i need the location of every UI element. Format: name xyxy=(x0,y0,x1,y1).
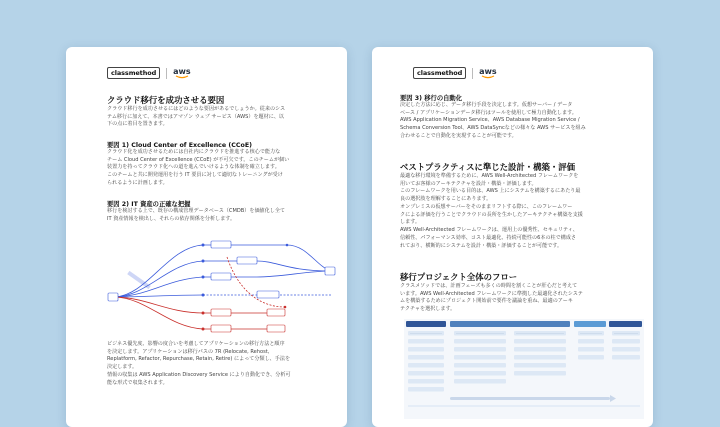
section-heading-ccoe: 要因 1) Cloud Center of Excellence (CCoE) xyxy=(107,142,252,149)
intro-paragraph: クラウド移行を成功させるにはどのような要因があるでしょうか。従来のシス テム移行に加えて、本書ではアマゾン ウェブ サービス（AWS）を題材に、以 下の点に着目を置きます。 xyxy=(107,106,286,128)
aws-logo: aws xyxy=(173,66,191,76)
section-heading-automation: 要因 3) 移行の自動化 xyxy=(400,95,463,102)
section-body-automation: 決定した方法に応じ、データ移行手段を決定します。仮想サーバー / データ ベース / アプリケーションデータ移行はツールを使用して極力自動化します。 AWS Application Migration Service、AWS Database Migration Service / Schema Conversion Tool、AWS DataSyncなどの様々な AWS サービスを組み 合わせることで自動化を実現することが可能です。 xyxy=(400,102,586,139)
brand-logos xyxy=(107,67,191,79)
project-flow-body: クラスメソッドでは、計画フェーズも多くの時間を割くことが肝心だと考えて います。AWS Well-Architected フレームワークに準拠した最適化されたシステ ムを構築するためにプロジェクト開始前で要件を議論を重ね、最適のアーキ テクチャを選択します。 xyxy=(400,283,583,313)
best-practice-title: ベストプラクティスに準じた設計・構築・評価 xyxy=(400,162,575,172)
document-page-right xyxy=(372,47,653,427)
aws-logo: aws xyxy=(479,66,497,76)
logo-divider xyxy=(166,68,167,79)
brand-logos xyxy=(413,67,497,79)
classmethod-logo: classmethod xyxy=(413,67,466,79)
section-body-it-assets: 移行を検討する上で、既存の構成管理データベース（CMDB）を価値化し全て IT 資産情報を検出し、それらの依存関係を分析します。 xyxy=(107,208,286,222)
project-flow-diagram xyxy=(404,319,644,419)
page-title: クラウド移行を成功させる要因 xyxy=(107,95,225,105)
section-body-7r: ビジネス優先度、影響の度合いを考慮してアプリケーションの移行方法と順序 を決定します。アプリケーションは移行パスの 7R (Relocate, Rehost, Replatform, Refactor, Repurchase, Retain, Retire) によって分類し、手法を 決定します。 情報の収集は AWS Application Discovery Service により自動化でき、分析可 能な形式で収集されます。 xyxy=(107,341,291,386)
best-practice-body: 最適な移行環境を準備するために、AWS Well-Architected フレームワークを 用いてお客様のアーキテクチャを設計・構築・評価します。 このフレームワークを用いる目的は、AWS 上にシステムを構築するにあたり最 良の選択肢を理解することにあります。 オンプレミスの仮想サーバーをそのままリフトする際に、このフレームワー クによる評価を行うことでクラウドの長所を生かしたアーキテクチャ構築を支援 します。 AWS Well-Architected フレームワークは、運用上の優秀性、セキュリティ、 信頼性、パフォーマンス効率、コスト最適化、持続可能性の6本の柱で構成さ れており、横断的にシステムを設計・構築・評価することが可能です。 xyxy=(400,173,583,249)
migration-paths-diagram xyxy=(107,227,337,339)
logo-divider xyxy=(472,68,473,79)
classmethod-logo: classmethod xyxy=(107,67,160,79)
section-heading-it-assets: 要因 2) IT 資産の正確な把握 xyxy=(107,201,191,208)
project-flow-title: 移行プロジェクト全体のフロー xyxy=(400,272,518,282)
document-page-left xyxy=(66,47,347,427)
section-body-ccoe: クラウド化を成功させるためには自社内にクラウドを推進する核心で能力な チーム Cloud Center of Excellence (CCoE) が不可欠です。このチームが個い 装置力を持ってクラウド化への道を進んでいけるような体制を確立します。 このチームと共に開発運用を行う IT 要員に対して適切なトレーニングが受け られるように計画します。 xyxy=(107,149,290,186)
